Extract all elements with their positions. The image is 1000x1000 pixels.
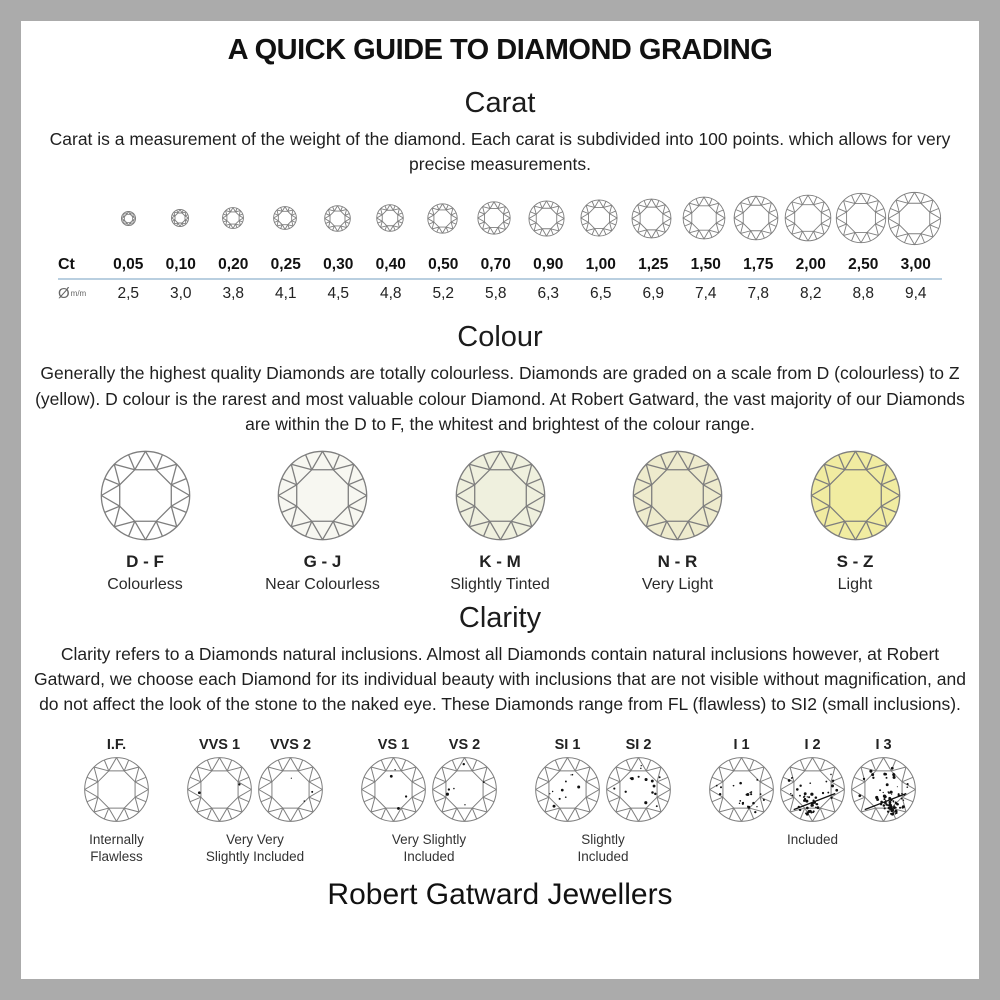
clarity-grade-label: I 3 [875,736,892,753]
colour-grade-label: Colourless [107,575,183,593]
clarity-heading: Clarity [458,601,542,634]
carat-mm-value: 5,8 [484,284,507,302]
clarity-group [532,734,674,866]
carat-diamond-icon [580,199,618,237]
clarity-grade-scale [21,734,979,866]
colour-diamond-icon [454,449,547,542]
clarity-group [81,734,152,866]
carat-diamond-cell [364,204,416,232]
carat-size-scale [58,189,942,247]
carat-heading: Carat [464,87,536,119]
colour-diamond-icon [809,449,902,542]
clarity-grade-label: VVS 1 [198,736,241,753]
clarity-diamond-cell [81,756,152,823]
carat-diamond-icon [222,207,244,229]
carat-mm-value: 3,8 [222,284,245,302]
carat-diamond-cell [154,209,206,227]
carat-diamond-cell [468,201,520,235]
carat-diamond-cell [782,194,834,242]
colour-grade-label: Light [837,575,873,593]
colour-grade-range: S - Z [836,551,874,571]
carat-ct-value: 2,50 [848,255,879,273]
clarity-diamond-icon [850,756,917,823]
clarity-diamond-cell [184,756,255,823]
clarity-grade-label: I 1 [733,736,750,753]
clarity-grade-label: I 2 [804,736,821,753]
carat-mm-value: 8,2 [799,284,822,302]
diameter-symbol-icon: Ø [58,285,70,303]
carat-mm-value: 6,3 [537,284,560,302]
clarity-group-desc: Included [786,831,839,847]
carat-description: Carat is a measurement of the weight of the diamond. Each carat is subdivided into 100 points. which allows for very precise measurements. [49,129,951,175]
page-title: A QUICK GUIDE TO DIAMOND GRADING [227,34,773,66]
carat-diamond-cell [102,211,154,226]
clarity-group [358,734,500,866]
clarity-group [184,734,326,866]
clarity-diamond-cell [603,756,674,823]
carat-mm-value: 6,5 [589,284,612,302]
carat-ct-value: 0,20 [218,255,249,273]
colour-grade-card [775,449,935,594]
carat-ct-value: 1,25 [638,255,669,273]
colour-grade-range: K - M [479,551,521,571]
colour-grade-label: Near Colourless [265,575,380,593]
colour-grade-range: G - J [303,551,342,571]
colour-grade-card [243,449,403,594]
carat-diamond-icon [121,211,136,226]
carat-mm-value: 4,8 [379,284,402,302]
clarity-grade-label: VS 1 [377,736,410,753]
clarity-diamond-icon [257,756,324,823]
colour-grade-range: D - F [126,551,164,571]
carat-ct-value: 1,50 [690,255,721,273]
clarity-diamond-icon [83,756,150,823]
brand-name: Robert Gatward Jewellers [327,877,673,911]
clarity-group-labels [706,734,919,756]
colour-grade-card [65,449,225,594]
clarity-diamond-icon [360,756,427,823]
carat-diamond-cell [730,195,782,241]
carat-diamond-icon [427,203,458,234]
clarity-diamond-icon [708,756,775,823]
carat-mm-value: 7,4 [694,284,717,302]
carat-table [58,251,942,307]
clarity-diamond-cell [358,756,429,823]
carat-diamond-cell [887,191,942,246]
carat-diameter-label [58,285,102,302]
colour-grade-card [420,449,580,594]
carat-diamond-icon [733,195,779,241]
clarity-group-desc: Internally Flawless [89,831,144,865]
clarity-grade-label: SI 1 [554,736,581,753]
clarity-group-diamonds [81,756,152,823]
colour-grade-card [598,449,758,594]
clarity-group-diamonds [184,756,326,823]
carat-diamond-cell [207,207,259,229]
carat-diamond-cell [678,196,730,240]
clarity-group-diamonds [358,756,500,823]
carat-mm-value: 5,2 [432,284,455,302]
carat-mm-value: 6,9 [642,284,665,302]
colour-diamond-icon [99,449,192,542]
clarity-diamond-icon [186,756,253,823]
colour-diamond-icon [631,449,724,542]
clarity-group-labels [81,734,152,756]
carat-diamond-icon [273,206,297,230]
clarity-diamond-cell [255,756,326,823]
carat-diamond-icon [528,200,565,237]
clarity-diamond-cell [848,756,919,823]
clarity-diamond-cell [706,756,777,823]
diameter-unit: m/m [70,289,87,299]
colour-grade-label: Very Light [641,575,714,593]
clarity-grade-label: VS 2 [448,736,481,753]
carat-ct-value: 0,70 [480,255,511,273]
carat-ct-value: 0,25 [270,255,301,273]
colour-heading: Colour [457,321,543,354]
clarity-grade-label: SI 2 [625,736,652,753]
clarity-description: Clarity refers to a Diamonds natural inclusions. Almost all Diamonds contain natural inclusions however, at Robert Gatward, we choose each Diamond for its individual beauty with inclusions that are not visible without magnification, and do not affect the look of the stone to the naked eye. These Diamonds range from FL (flawless) to SI2 (small inclusions). [34,643,966,715]
clarity-group-diamonds [706,756,919,823]
carat-diamond-cell [311,205,363,232]
carat-ct-value: 0,05 [113,255,144,273]
clarity-diamond-icon [534,756,601,823]
clarity-group-labels [358,734,500,756]
carat-ct-value: 3,00 [900,255,931,273]
carat-mm-value: 3,0 [169,284,192,302]
clarity-group-desc: Slightly Included [577,831,629,865]
carat-mm-value: 2,5 [117,284,140,302]
carat-mm-value: 8,8 [852,284,875,302]
clarity-grade-label: I.F. [106,736,127,753]
carat-diamond-icon [784,194,832,242]
carat-diamond-icon [835,192,887,244]
clarity-group-diamonds [532,756,674,823]
carat-diamond-cell [259,206,311,230]
carat-table-mm-row [58,280,942,307]
clarity-diamond-cell [429,756,500,823]
carat-ct-value: 0,90 [533,255,564,273]
clarity-group-desc: Very Very Slightly Included [205,831,305,865]
colour-grade-label: Slightly Tinted [450,575,550,593]
clarity-diamond-icon [605,756,672,823]
clarity-group [706,734,919,866]
carat-diamond-icon [887,191,942,246]
carat-mm-value: 7,8 [747,284,770,302]
carat-diamond-icon [682,196,726,240]
colour-grade-range: N - R [657,551,698,571]
colour-description: Generally the highest quality Diamonds are totally colourless. Diamonds are graded on a scale from D (colourless) to Z (yellow). D colour is the rarest and most valuable colour Diamond. At Robert Gatward, the vast majority of our Diamonds are within the D to F, the whitest and brightest of the colour range. [35,363,965,434]
carat-diamond-icon [477,201,511,235]
carat-diamond-cell [416,203,468,234]
carat-diamond-cell [521,200,573,237]
carat-mm-value: 4,1 [274,284,297,302]
clarity-diamond-icon [779,756,846,823]
clarity-diamond-cell [532,756,603,823]
carat-mm-value: 4,5 [327,284,350,302]
carat-mm-value: 9,4 [904,284,927,302]
clarity-diamond-icon [431,756,498,823]
carat-ct-value: 2,00 [795,255,826,273]
carat-ct-value: 0,10 [165,255,196,273]
clarity-diamond-cell [777,756,848,823]
carat-ct-label: Ct [58,255,75,273]
carat-table-ct-row [58,251,942,280]
carat-diamond-cell [625,198,677,239]
carat-ct-value: 0,50 [428,255,459,273]
carat-diamond-icon [631,198,672,239]
clarity-group-desc: Very Slightly Included [391,831,467,865]
carat-ct-value: 0,40 [375,255,406,273]
colour-diamond-icon [276,449,369,542]
guide-page [21,21,979,979]
clarity-group-labels [184,734,326,756]
carat-diamond-cell [835,192,887,244]
carat-ct-value: 0,30 [323,255,354,273]
carat-diamond-icon [376,204,404,232]
clarity-grade-label: VVS 2 [269,736,312,753]
carat-diamond-icon [324,205,351,232]
clarity-group-labels [532,734,674,756]
carat-diamond-icon [171,209,189,227]
carat-ct-value: 1,00 [585,255,616,273]
carat-diamond-cell [573,199,625,237]
carat-ct-value: 1,75 [743,255,774,273]
colour-grade-scale [65,449,935,594]
